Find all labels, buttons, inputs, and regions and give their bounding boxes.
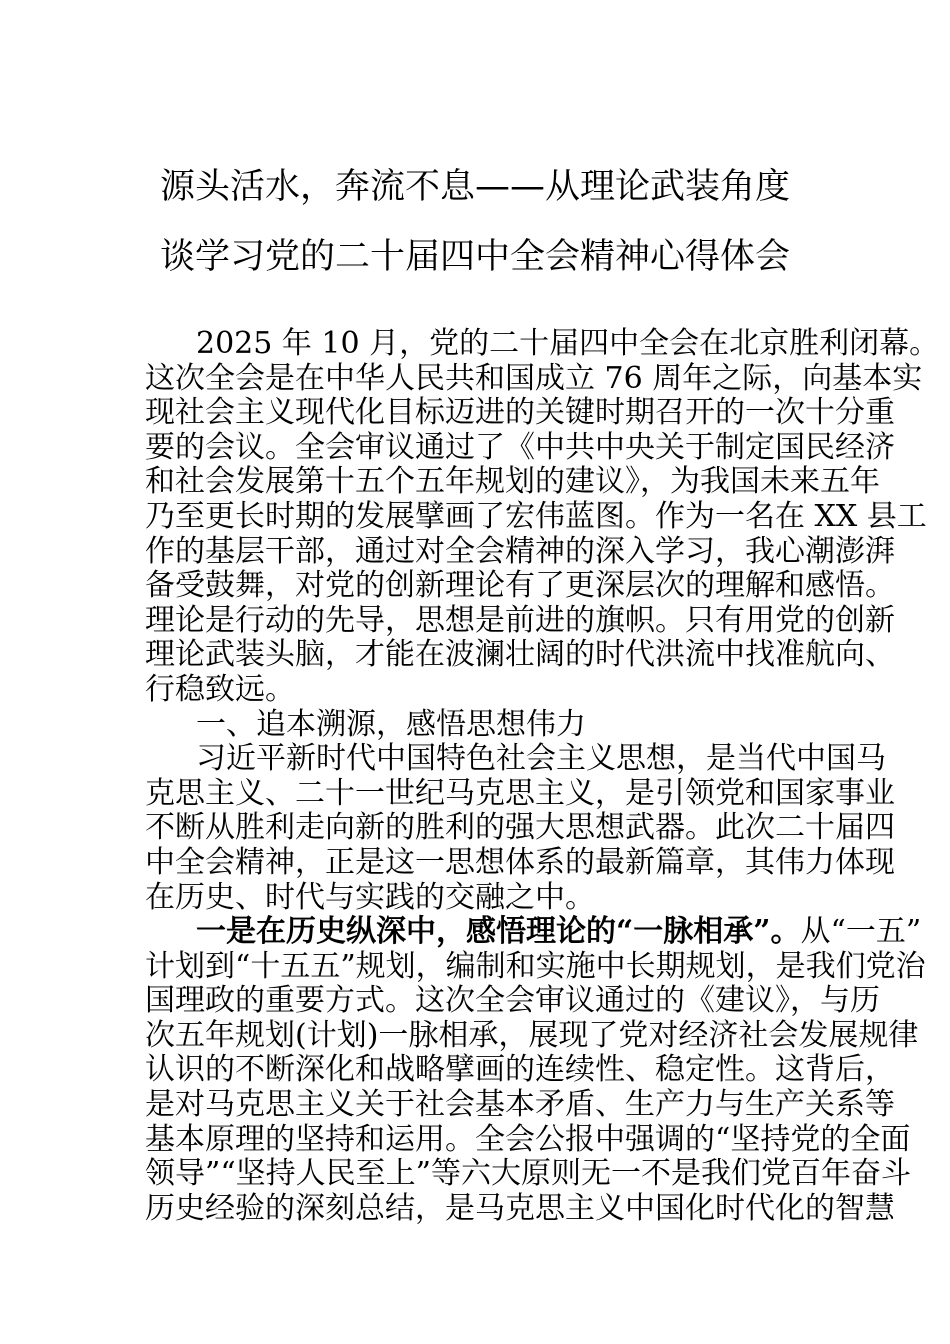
text-line — [145, 326, 940, 362]
text-line — [145, 429, 895, 466]
paragraph — [145, 914, 926, 1226]
text-segment: 行稳致远。 — [145, 671, 295, 707]
text-segment: 理论武装头脑，才能在波澜壮阔的时代洪流中找准航向、 — [145, 637, 895, 673]
text-segment: 备受鼓舞，对党的创新理论有了更深层次的理解和感悟。 — [145, 568, 895, 604]
text-segment: 基本原理的坚持和运用。全会公报中强调的“坚持党的全面 — [145, 1121, 911, 1157]
text-line — [145, 948, 926, 985]
paragraph — [145, 326, 940, 708]
text-segment: 乃至更长时期的发展擘画了宏伟蓝图。作为一名在 XX 县工 — [145, 498, 927, 534]
text-segment: 历史经验的深刻总结，是马克思主义中国化时代化的智慧 — [145, 1190, 895, 1226]
document-title-line-2: 谈学习党的二十届四中全会精神心得体会 — [159, 237, 790, 277]
text-segment: 要的会议。全会审议通过了《中共中央关于制定国民经济 — [145, 429, 895, 465]
text-segment: 在历史、时代与实践的交融之中。 — [145, 879, 595, 915]
text-segment: 作的基层干部，通过对全会精神的深入学习，我心潮澎湃 — [145, 533, 895, 569]
text-line — [145, 844, 895, 881]
text-segment: 和社会发展第十五个五年规划的建议》，为我国未来五年 — [145, 464, 880, 500]
text-segment: 中全会精神，正是这一思想体系的最新篇章，其伟力体现 — [145, 844, 895, 880]
text-line — [145, 881, 807, 916]
text-line — [145, 637, 895, 673]
text-line — [145, 533, 895, 570]
text-line — [145, 360, 923, 397]
text-segment: 克思主义、二十一世纪马克思主义，是引领党和国家事业 — [145, 775, 895, 811]
text-segment: 2025 年 10 月，党的二十届四中全会在北京胜利闭幕。 — [196, 326, 940, 361]
text-line — [145, 914, 922, 950]
text-line — [145, 464, 880, 500]
text-line — [145, 1121, 911, 1158]
text-line — [145, 1017, 919, 1054]
text-segment: 国理政的重要方式。这次全会审议通过的《建议》，与历 — [145, 983, 880, 1019]
text-line — [145, 395, 895, 431]
text-segment: 次五年规划(计划)一脉相承，展现了党对经济社会发展规律 — [145, 1017, 919, 1053]
text-line — [145, 775, 895, 812]
bold-lead-text: 一是在历史纵深中，感悟理论的“一脉相承”。 — [196, 914, 801, 950]
text-segment: 理论是行动的先导，思想是前进的旗帜。只有用党的创新 — [145, 602, 895, 638]
text-segment: 认识的不断深化和战略擘画的连续性、稳定性。这背后， — [145, 1052, 895, 1088]
text-segment: 习近平新时代中国特色社会主义思想，是当代中国马 — [196, 741, 886, 777]
text-segment: 从“一五” — [800, 914, 922, 950]
text-line — [145, 1156, 912, 1192]
document-body — [145, 326, 940, 1226]
text-segment: 不断从胜利走向新的胜利的强大思想武器。此次二十届四 — [145, 810, 895, 846]
text-line — [145, 810, 895, 846]
text-line — [145, 1190, 895, 1227]
paragraph — [145, 741, 895, 915]
text-line — [145, 568, 895, 604]
text-line — [145, 1052, 895, 1088]
text-line — [145, 1087, 895, 1123]
text-segment: 现社会主义现代化目标迈进的关键时期召开的一次十分重 — [145, 395, 895, 431]
text-line — [145, 673, 807, 708]
text-line — [145, 741, 886, 777]
text-line — [145, 602, 895, 639]
text-segment: 是对马克思主义关于社会基本矛盾、生产力与生产关系等 — [145, 1087, 895, 1123]
text-segment: 这次全会是在中华人民共和国成立 76 周年之际，向基本实 — [145, 360, 923, 396]
text-line — [145, 708, 807, 743]
text-segment: 领导”“坚持人民至上”等六大原则无一不是我们党百年奋斗 — [145, 1156, 912, 1192]
text-line — [145, 498, 927, 535]
text-segment: 一、追本溯源，感悟思想伟力 — [196, 706, 586, 742]
document-title-line-1: 源头活水，奔流不息——从理论武装角度 — [159, 167, 790, 207]
text-segment: 计划到“十五五”规划，编制和实施中长期规划，是我们党治 — [145, 948, 926, 984]
text-line — [145, 983, 880, 1019]
section-heading — [145, 708, 807, 743]
